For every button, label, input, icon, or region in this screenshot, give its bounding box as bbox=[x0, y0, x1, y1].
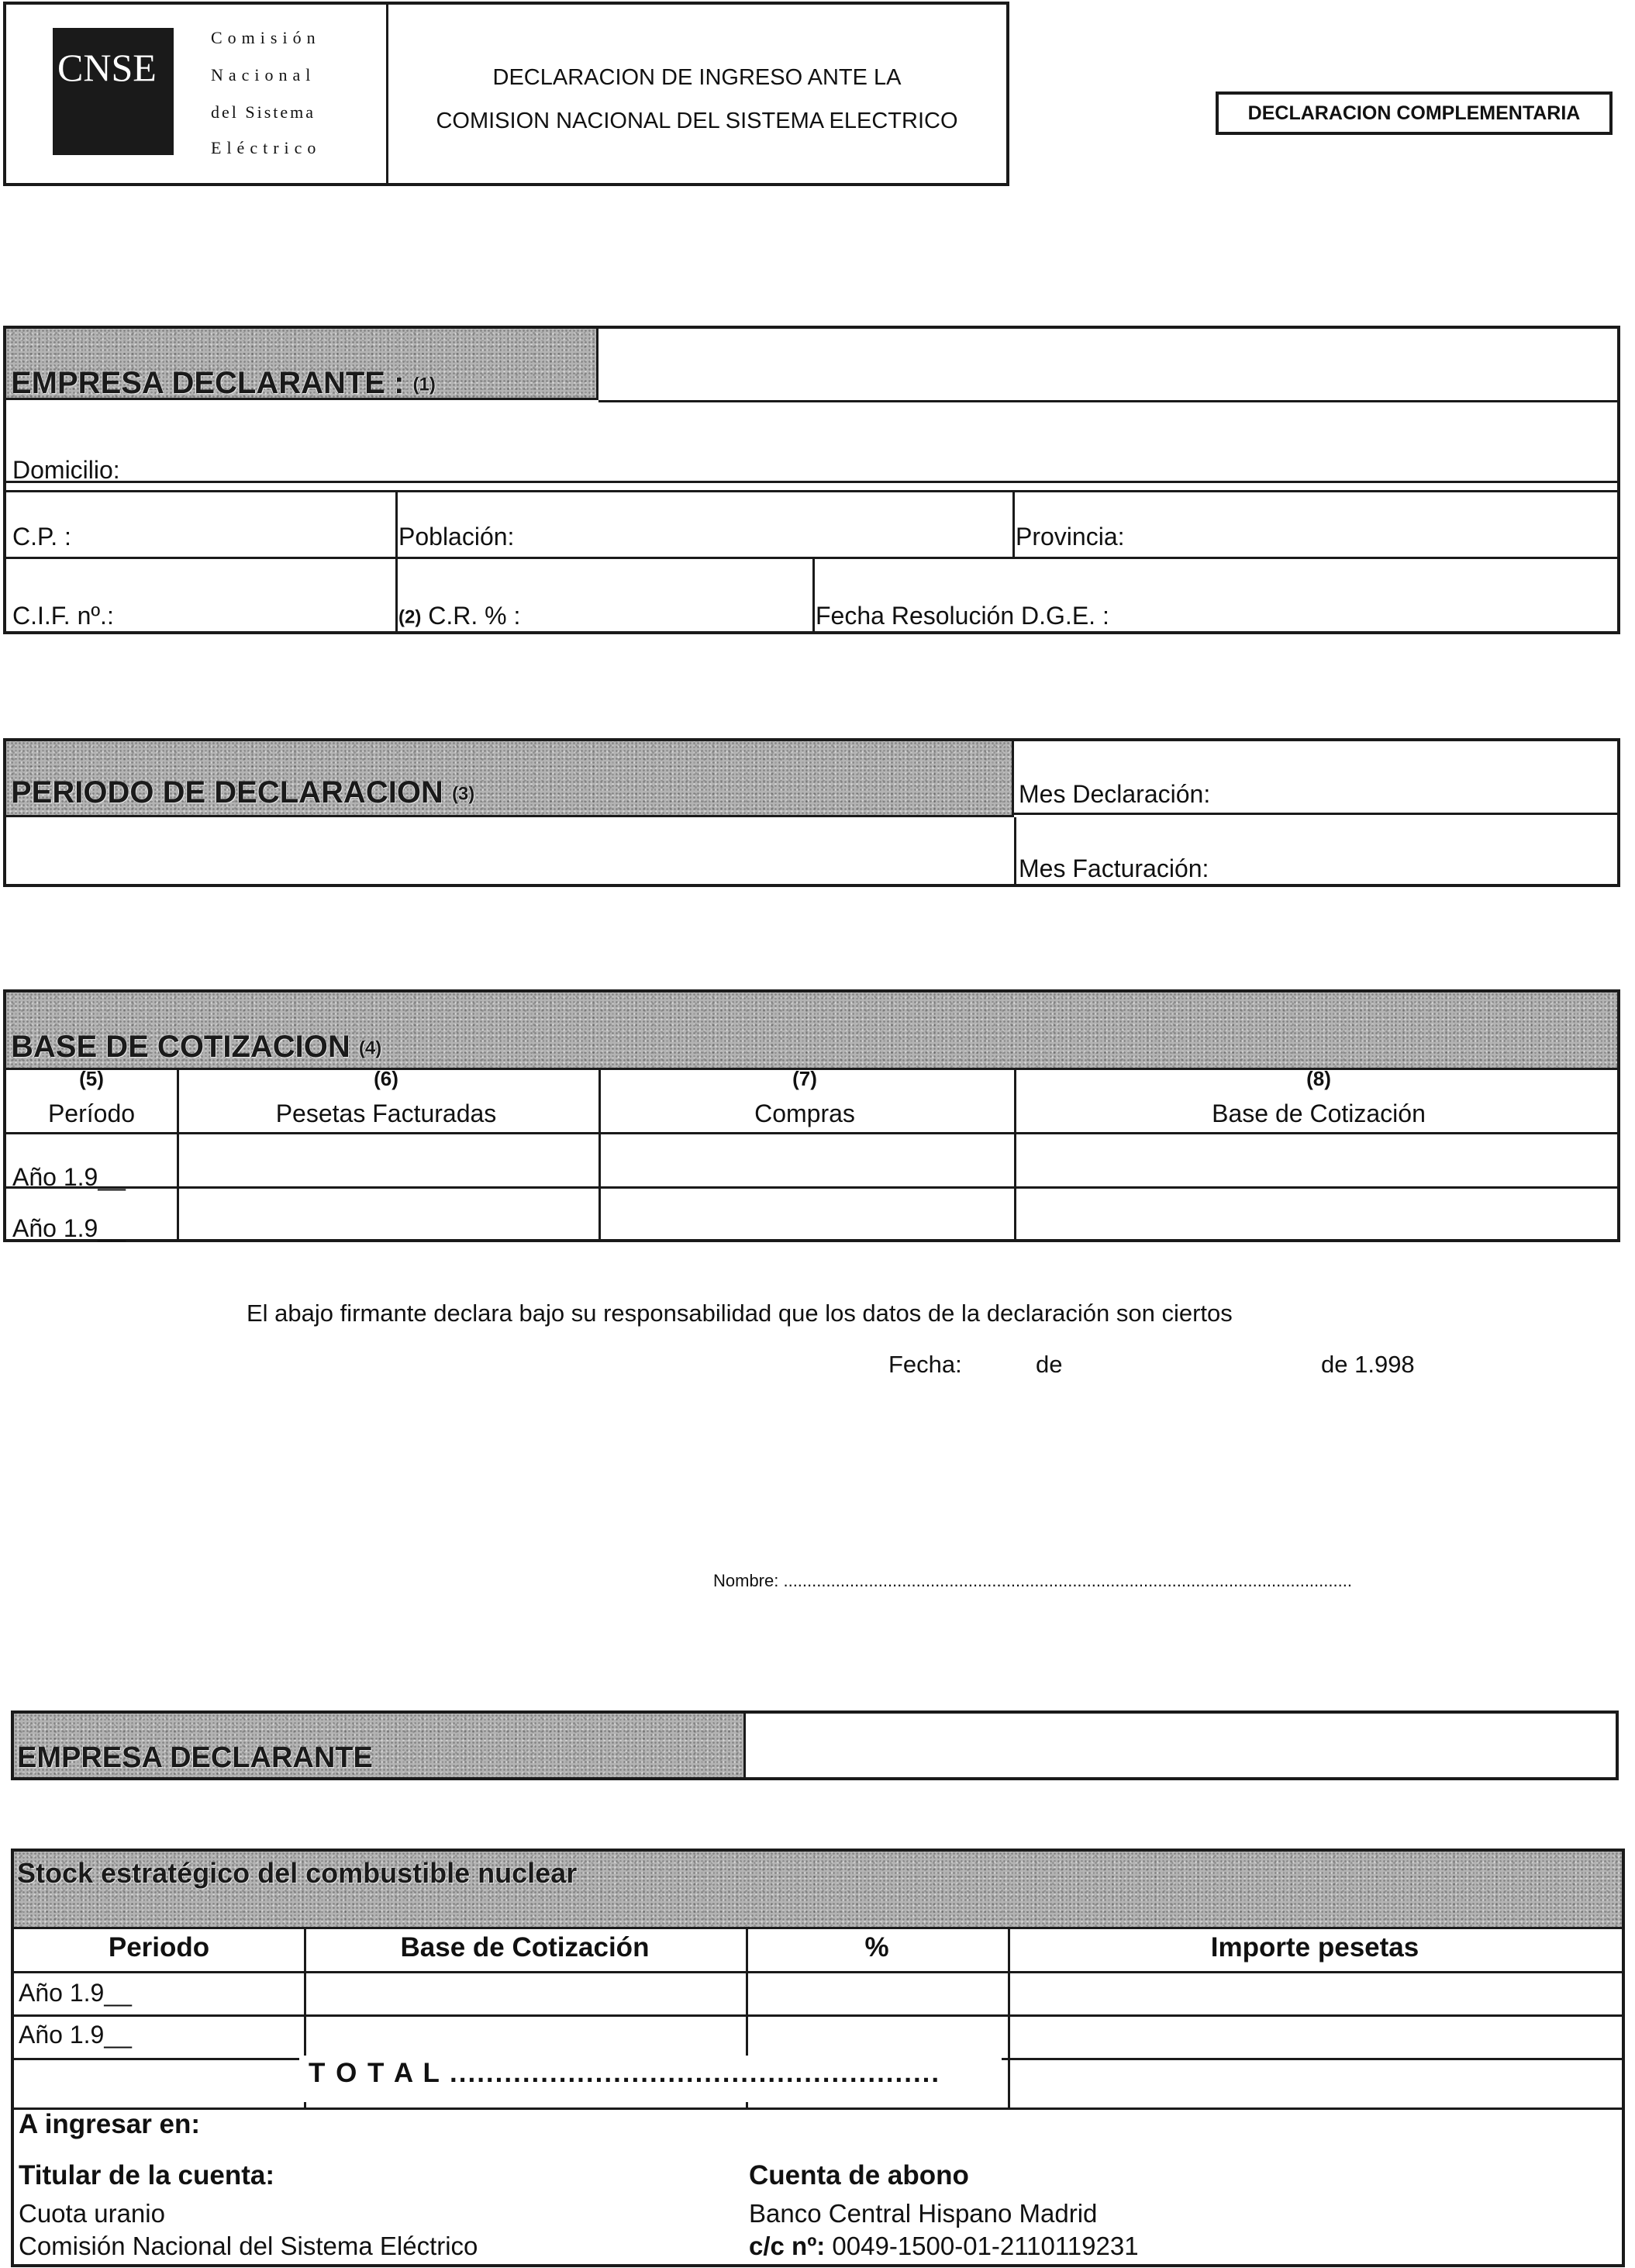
stock-col3-header: % bbox=[864, 1932, 889, 1962]
logo-text: CNSE bbox=[57, 46, 157, 89]
base-col1-note: (5) bbox=[79, 1067, 104, 1090]
titular-label: Titular de la cuenta: bbox=[19, 2160, 274, 2190]
mes-declaracion-label: Mes Declaración: bbox=[1019, 780, 1211, 808]
base-title-text: BASE DE COTIZACION bbox=[11, 1030, 350, 1064]
base-note: (4) bbox=[358, 1037, 382, 1059]
titular-line2: Comisión Nacional del Sistema Eléctrico bbox=[19, 2232, 478, 2260]
base-col4-note: (8) bbox=[1306, 1067, 1331, 1090]
cnse-logo bbox=[53, 28, 174, 155]
base-title bbox=[11, 1031, 381, 1062]
periodo-title bbox=[11, 777, 474, 808]
org-name-line2: Nacional bbox=[211, 65, 316, 85]
cc-label: c/c nº: bbox=[749, 2232, 826, 2260]
base-col2-note: (6) bbox=[374, 1067, 398, 1090]
org-name-line3: del Sistema bbox=[211, 102, 316, 122]
empresa-title bbox=[11, 368, 436, 399]
stock-row1-period: Año 1.9__ bbox=[19, 1979, 132, 2007]
fecha-resolucion-label: Fecha Resolución D.G.E. : bbox=[816, 602, 1109, 630]
org-name-line1: Comisión bbox=[211, 28, 321, 47]
stock-col1-header: Periodo bbox=[108, 1932, 210, 1962]
cc-line bbox=[749, 2233, 1139, 2259]
banco-line: Banco Central Hispano Madrid bbox=[749, 2199, 1098, 2228]
declaracion-complementaria-label: DECLARACION COMPLEMENTARIA bbox=[1247, 102, 1581, 124]
periodo-title-text: PERIODO DE DECLARACION bbox=[11, 775, 443, 810]
org-name-line4: Eléctrico bbox=[211, 138, 322, 157]
base-row2-period: Año 1.9__ bbox=[12, 1214, 126, 1242]
fecha-de-1: de bbox=[1036, 1351, 1063, 1378]
cr-note: (2) bbox=[398, 606, 422, 628]
cp-label: C.P. : bbox=[12, 523, 71, 551]
header-title-line1: DECLARACION DE INGRESO ANTE LA bbox=[492, 65, 902, 90]
nombre-line: Nombre: ........................................................................................................................ bbox=[713, 1571, 1352, 1590]
stock-row2-period: Año 1.9__ bbox=[19, 2021, 132, 2049]
base-col3-label: Compras bbox=[754, 1099, 855, 1127]
empresa-title-text: EMPRESA DECLARANTE : bbox=[11, 366, 405, 400]
stock-total: T O T A L ...................................................... bbox=[309, 2058, 941, 2088]
stock-title: Stock estratégico del combustible nuclear bbox=[17, 1857, 578, 1889]
ingresar-label: A ingresar en: bbox=[19, 2109, 201, 2139]
cr-label bbox=[398, 603, 520, 628]
empresa-note: (1) bbox=[412, 374, 436, 395]
cuenta-label: Cuenta de abono bbox=[749, 2160, 969, 2190]
declaration-statement: El abajo firmante declara bajo su responsabilidad que los datos de la declaración son ciertos bbox=[247, 1300, 1233, 1327]
base-col1-label: Período bbox=[47, 1099, 136, 1127]
periodo-note: (3) bbox=[451, 783, 475, 805]
cr-text: C.R. % : bbox=[428, 602, 521, 630]
mes-facturacion-label: Mes Facturación: bbox=[1019, 854, 1209, 882]
periodo-section bbox=[3, 738, 1620, 887]
provincia-label: Provincia: bbox=[1016, 523, 1125, 551]
domicilio-label: Domicilio: bbox=[12, 456, 120, 484]
cif-label: C.I.F. nº.: bbox=[12, 602, 114, 630]
base-row1-period: Año 1.9__ bbox=[12, 1163, 126, 1191]
poblacion-label: Población: bbox=[398, 523, 515, 551]
fecha-de-2: de 1.998 bbox=[1321, 1351, 1415, 1378]
declaracion-complementaria-box bbox=[1216, 91, 1613, 135]
base-col3-note: (7) bbox=[792, 1067, 817, 1090]
empresa2-title: EMPRESA DECLARANTE bbox=[17, 1742, 373, 1774]
cc-number: 0049-1500-01-2110119231 bbox=[832, 2232, 1139, 2260]
base-col4-label: Base de Cotización bbox=[1212, 1099, 1426, 1127]
base-col2-label: Pesetas Facturadas bbox=[275, 1099, 497, 1127]
titular-line1: Cuota uranio bbox=[19, 2199, 165, 2228]
stock-col4-header: Importe pesetas bbox=[1210, 1932, 1419, 1962]
fecha-label: Fecha: bbox=[888, 1351, 962, 1378]
header-title-line2: COMISION NACIONAL DEL SISTEMA ELECTRICO bbox=[436, 109, 958, 133]
stock-col2-header: Base de Cotización bbox=[400, 1932, 650, 1962]
